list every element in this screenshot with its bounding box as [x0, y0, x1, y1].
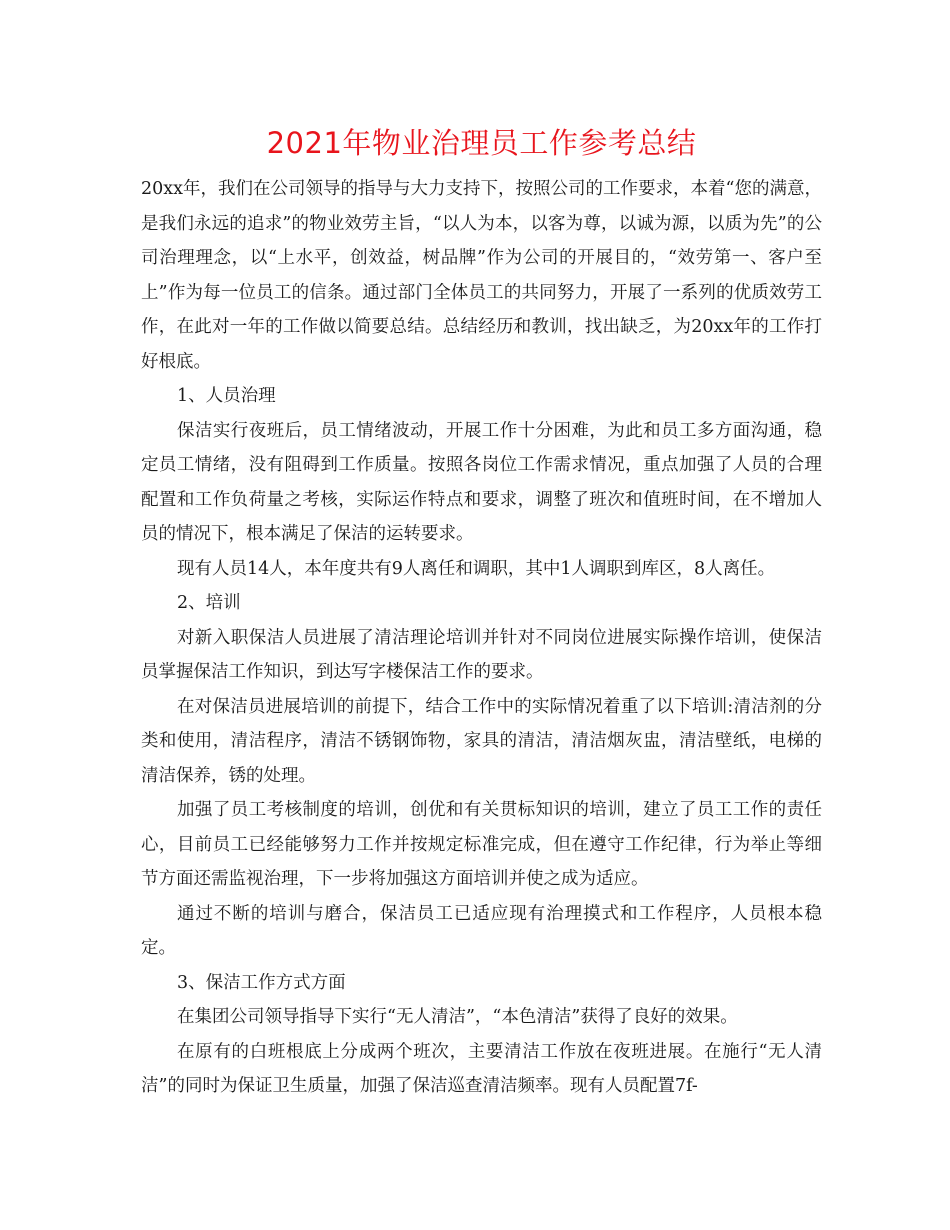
- document-title: 2021年物业治理员工作参考总结: [266, 126, 697, 160]
- section-heading-training: 2、培训: [177, 593, 241, 613]
- paragraph-training-assessment: 加强了员工考核制度的培训，创优和有关贯标知识的培训，建立了员工工作的责任心，目前员工已经能够努力工作并按规定标准完成，但在遵守工作纪律，行为举止等细节方面还需监视治理，下一步将加强这方面培训并使之成为适应。: [141, 800, 822, 889]
- paragraph-training-topics: 在对保洁员进展培训的前提下，结合工作中的实际情况着重了以下培训:清洁剂的分类和使用，清洁程序，清洁不锈钢饰物，家具的清洁，清洁烟灰盅，清洁壁纸，电梯的清洁保养，锈的处理。: [141, 696, 822, 786]
- paragraph-personnel: 保洁实行夜班后，员工情绪波动，开展工作十分困难，为此和员工多方面沟通，稳定员工情绪，没有阻碍到工作质量。按照各岗位工作需求情况，重点加强了人员的合理配置和工作负荷量之考核，实际运作特点和要求，调整了班次和值班时间，在不增加人员的情况下，根本满足了保洁的运转要求。: [141, 420, 822, 544]
- section-heading-cleaning-method: 3、保洁工作方式方面: [177, 972, 346, 993]
- paragraph-staff-count: 现有人员14人，本年度共有9人离任和调职，其中1人调职到库区，8人离任。: [177, 558, 776, 579]
- paragraph-intro: 20xx年，我们在公司领导的指导与大力支持下，按照公司的工作要求，本着“您的满意，是我们永远的追求”的物业效劳主旨，“以人为本，以客为尊，以诚为源，以质为先”的公司治理理念，以“上水平，创效益，树品牌”作为公司的开展目的，“效劳第一、客户至上”作为每一位员工的信条。通过部门全体员工的共同努力，开展了一系列的优质效劳工作，在此对一年的工作做以简要总结。总结经历和教训，找出缺乏，为20xx年的工作打好根底。: [141, 179, 822, 372]
- paragraph-cleaning-method: 在集团公司领导指导下实行“无人清洁”，“本色清洁”获得了良好的效果。: [177, 1007, 738, 1027]
- section-heading-personnel: 1、人员治理: [177, 386, 276, 406]
- paragraph-training-result: 通过不断的培训与磨合，保洁员工已适应现有治理摸式和工作程序，人员根本稳定。: [141, 903, 822, 958]
- document-body: [141, 172, 822, 1104]
- paragraph-training-new-staff: 对新入职保洁人员进展了清洁理论培训并针对不同岗位进展实际操作培训，使保洁员掌握保洁工作知识，到达写字楼保洁工作的要求。: [141, 627, 822, 682]
- paragraph-shifts: 在原有的白班根底上分成两个班次，主要清洁工作放在夜班进展。在施行“无人清洁”的同时为保证卫生质量，加强了保洁巡查清洁频率。现有人员配置7f-: [141, 1041, 822, 1096]
